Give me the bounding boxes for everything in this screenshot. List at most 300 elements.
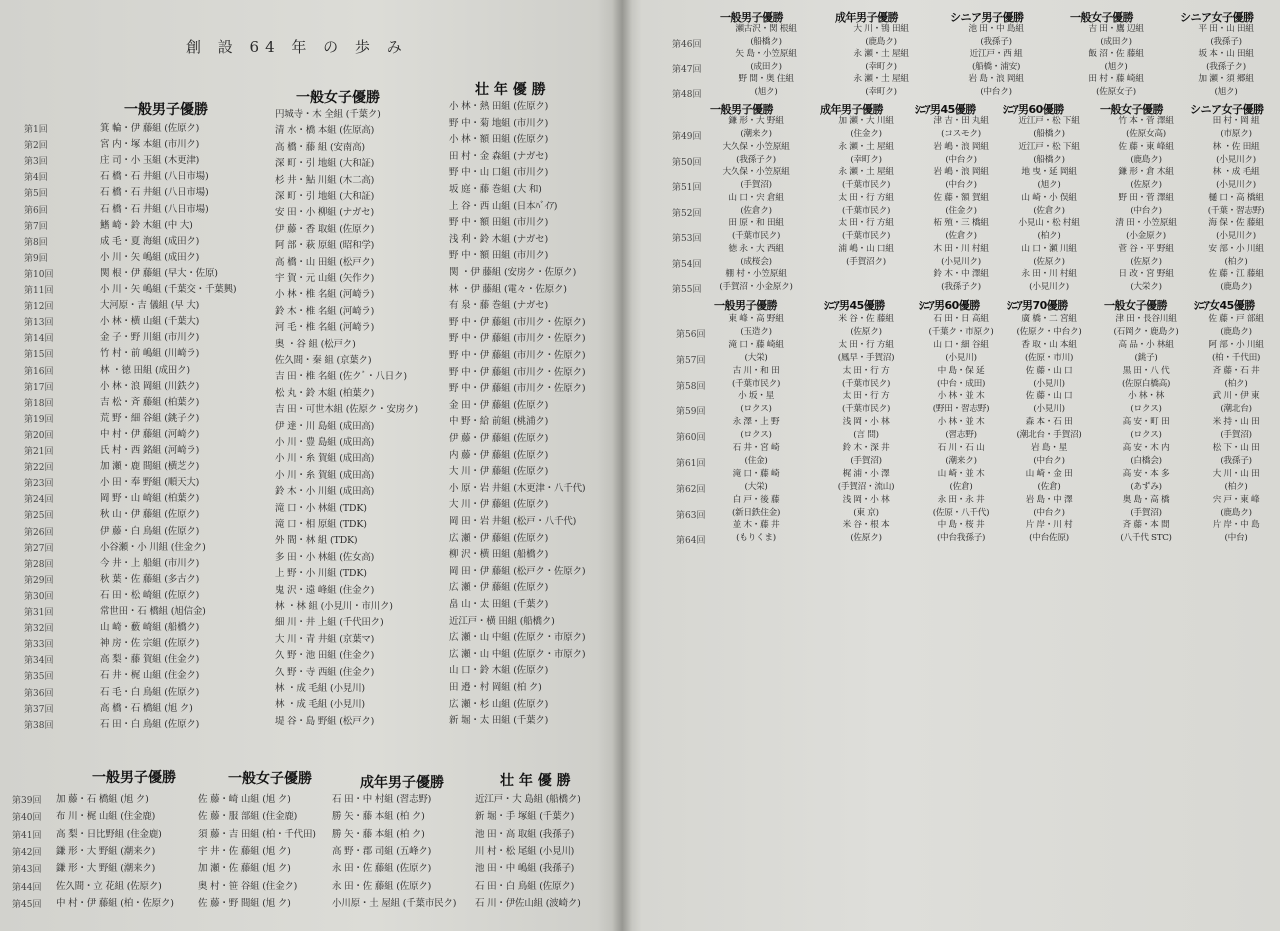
winner-names: 太 田・行 方 (842, 391, 890, 402)
winner-cell: 勝 矢・藤 本組 (柏 ク) (332, 828, 425, 840)
winner-club: (幸町ク) (850, 154, 882, 165)
round-number: 第60回 (676, 433, 706, 444)
winner-cell: 岡 野・山 崎組 (柏葉ク) (100, 493, 200, 505)
winner-club: (鹿島ク) (1130, 154, 1162, 165)
winner-cell: 神 房・佐 宗組 (佐原ク) (100, 638, 200, 650)
winner-names: 矢 島・小笠原組 (735, 49, 797, 59)
winner-club: (佐原ク) (1130, 256, 1162, 267)
winner-names: 並 木・藤 井 (732, 520, 780, 531)
winner-names: 野 田・菅 澤組 (1118, 192, 1174, 203)
winner-names: 梶 浦・小 澤 (842, 468, 890, 479)
winner-club: (小見川ク) (1216, 154, 1256, 165)
winner-names: 近江戸・松 下組 (1018, 141, 1080, 152)
winner-cell: 広 瀬・杉 山組 (佐原ク) (449, 698, 549, 710)
winner-names: 安 部・小 川組 (1208, 243, 1264, 254)
winner-names: 竹 本・菅 澤組 (1118, 116, 1174, 126)
winner-cell: 林 ・徳 田組 (成田ク) (100, 364, 190, 376)
winner-cell: 佐久間・秦 組 (京葉ク) (275, 355, 372, 366)
winner-cell: 大 川・伊 藤組 (佐原ク) (449, 499, 549, 511)
winner-names: 小 林・並 木 (937, 417, 985, 428)
winner-cell: 荒 野・細 谷組 (銚子ク) (100, 412, 200, 424)
winner-cell: 野 中・額 田組 (市川ク) (449, 250, 549, 262)
column-header: シニア女子優勝 (1190, 103, 1264, 116)
winner-club: (手賀沼・流山) (837, 481, 895, 492)
winner-cell: 佐 藤・野 間組 (旭 ク) (198, 897, 291, 909)
winner-cell: 小 原・岩 井組 (木更津・八千代) (449, 482, 586, 494)
winner-club: (佐原ク・中台ク) (1016, 327, 1082, 337)
winner-cell: 林 ・成 毛組 (小見川) (275, 683, 365, 694)
winner-club: (もりくま) (736, 533, 776, 544)
winner-club: (千葉市民ク) (841, 231, 891, 241)
winner-names: 山 口・宍 倉組 (728, 192, 784, 203)
winner-cell: 小 林・額 田組 (佐原ク) (449, 134, 549, 146)
winner-club: (鹿島ク) (1220, 282, 1252, 292)
winner-names: 津 吉・田 丸組 (933, 116, 989, 126)
winner-cell: 秋 葉・佐 藤組 (多古ク) (100, 573, 200, 585)
winner-cell: 畠 山・太 田組 (千葉ク) (449, 599, 549, 610)
winner-names: 石 川・石 山 (937, 443, 985, 453)
winner-cell: 関 根・伊 藤組 (早大・佐原) (100, 267, 218, 279)
winner-names: 太 田・行 方組 (838, 339, 894, 350)
winner-names: 小 坂・星 (737, 391, 774, 402)
winner-names: 佐 藤・山 口 (1025, 365, 1073, 376)
winner-cell: 小 川・豊 島組 (成田高) (275, 437, 375, 448)
winner-club: (佐原ク) (850, 327, 882, 337)
winner-cell: 金 田・伊 藤組 (佐原ク) (449, 399, 549, 411)
winner-cell: 伊 藤・香 取組 (佐原ク) (275, 223, 375, 235)
winner-cell: 常世田・石 橋組 (旭信金) (100, 606, 206, 617)
winner-names: 松 下・山 田 (1212, 443, 1260, 453)
winner-cell: 上 谷・西 山組 (日本ﾊﾞｲｱ) (449, 200, 558, 212)
winner-names: 柘 殖・三 橋組 (933, 218, 989, 228)
winner-names: 佐 藤・東 峰組 (1118, 141, 1174, 152)
winner-cell: 岡 田・伊 藤組 (松戸ク・佐原ク) (449, 565, 586, 577)
winner-cell: 野 中・伊 藤組 (市川ク・佐原ク) (449, 366, 586, 378)
winner-names: 山 口・瀬 川組 (1021, 243, 1077, 254)
winner-names: 永 瀬・土 屋組 (853, 74, 909, 84)
winner-club: (手賀沼) (740, 180, 772, 190)
winner-cell: 堤 谷・島 野組 (松戸ク) (275, 715, 375, 727)
winner-club: (佐倉ク) (740, 205, 772, 216)
winner-cell: 箕 輪・伊 藤組 (佐原ク) (100, 123, 200, 134)
winner-club: (中台ク) (1130, 205, 1162, 216)
winner-cell: 中 村・伊 藤組 (柏・佐原ク) (56, 897, 174, 909)
winner-cell: 滝 口・相 原組 (TDK) (275, 519, 367, 530)
winner-names: 地 曳・延 岡組 (1021, 167, 1077, 177)
winner-cell: 野 中・額 田組 (市川ク) (449, 217, 549, 229)
winner-club: (小見川ク) (1029, 282, 1069, 292)
round-number: 第39回 (12, 796, 42, 806)
winner-club: (佐倉ク) (1033, 205, 1065, 216)
winner-names: 加 瀬・大 川組 (838, 116, 894, 126)
winner-names: 永 瀬・土 屋組 (838, 167, 894, 177)
winner-cell: 野 中・菊 地組 (市川ク) (449, 117, 549, 129)
winner-names: 廣 橋・二 宮組 (1021, 314, 1077, 324)
winner-club: (小見川ク) (941, 256, 981, 267)
winner-cell: 大河原・吉 儀組 (早 大) (100, 300, 200, 312)
winner-cell: 林 ・林 組 (小見川・市川ク) (275, 601, 393, 612)
winner-cell: 鬼 沢・遠 峰組 (住金ク) (275, 584, 375, 596)
winner-names: 木 田・川 村組 (933, 243, 989, 254)
winner-club: (ロクス) (740, 404, 772, 415)
winner-cell: 滝 口・小 林組 (TDK) (275, 502, 367, 514)
round-number: 第9回 (24, 253, 48, 264)
winner-club: (旭ク) (1037, 180, 1061, 190)
winner-names: 高 安・本 多 (1122, 468, 1170, 479)
winner-cell: 野 中・伊 藤組 (市川ク・佐原ク) (449, 383, 586, 395)
winner-cell: 小 林・椎 名組 (河崎ラ) (275, 289, 375, 301)
winner-cell: 成 毛・夏 海組 (成田ク) (100, 235, 200, 247)
winner-names: 森 本・石 田 (1025, 417, 1073, 428)
winner-cell: 布 川・梶 山組 (住金鹿) (56, 811, 156, 823)
round-number: 第56回 (676, 330, 706, 340)
column-header: 壮 年 優 勝 (500, 773, 571, 789)
winner-cell: 鈴 木・椎 名組 (河崎ラ) (275, 305, 375, 317)
winner-names: 近江戸・西 組 (969, 49, 1023, 59)
winner-club: (中台ク) (1033, 456, 1065, 466)
round-number: 第21回 (24, 447, 54, 457)
winner-names: 坂 本・山 田組 (1198, 49, 1254, 59)
winner-cell: 竹 村・前 嶋組 (川崎ラ) (100, 348, 200, 360)
winner-cell: 小 川・糸 賀組 (成田高) (275, 469, 375, 481)
winner-club: (潮北台) (1220, 404, 1252, 415)
winner-club: (鹿島ク) (1220, 327, 1252, 337)
column-header: 成年男子優勝 (835, 11, 898, 24)
winner-club: (我孫子ク) (941, 282, 981, 292)
round-number: 第61回 (676, 459, 706, 469)
winner-names: 奥 島・高 橋 (1122, 494, 1170, 505)
round-number: 第50回 (672, 157, 702, 168)
winner-cell: 近江戸・横 田組 (船橋ク) (449, 615, 555, 627)
round-number: 第27回 (24, 543, 54, 554)
winner-club: (鹿島ク) (1220, 507, 1252, 518)
round-number: 第34回 (24, 656, 54, 667)
winner-names: 佐 藤・額 賀組 (933, 192, 989, 203)
winner-cell: 広 瀬・伊 藤組 (佐原ク) (449, 532, 549, 544)
winner-club: (中台ク) (945, 154, 977, 165)
column-header: 一般女子優勝 (1070, 11, 1133, 24)
winner-names: 永 瀬・土 屋組 (853, 49, 909, 59)
winner-cell: 高 野・郡 司組 (五峰ク) (332, 845, 432, 857)
winner-club: (千葉市民ク) (841, 180, 891, 190)
winner-cell: 石 田・中 村組 (習志野) (332, 794, 432, 805)
winner-cell: 小川原・土 屋組 (千葉市民ク) (332, 897, 457, 909)
round-number: 第45回 (12, 899, 42, 910)
round-number: 第58回 (676, 381, 706, 392)
winner-club: (手賀沼) (1220, 430, 1252, 441)
winner-names: 瀬古沢・関 根組 (735, 24, 797, 34)
column-header: 一般男子優勝 (720, 11, 783, 24)
winner-cell: 近江戸・大 島組 (船橋ク) (475, 794, 581, 805)
winner-club: (潮北台・手賀沼) (1016, 430, 1082, 441)
round-number: 第41回 (12, 830, 42, 841)
winner-cell: 小 林・浪 岡組 (川鉄ク) (100, 380, 200, 392)
winner-club: (手賀沼) (1130, 507, 1162, 518)
winner-club: (成田ク) (1100, 37, 1132, 47)
round-number: 第55回 (672, 285, 702, 295)
winner-names: 佐 藤・戸 部組 (1208, 314, 1264, 324)
round-number: 第16回 (24, 366, 54, 377)
round-number: 第15回 (24, 350, 54, 361)
winner-names: 太 田・行 方組 (838, 218, 894, 228)
winner-cell: 宇 井・佐 藤組 (旭 ク) (198, 845, 291, 857)
winner-club: (潮来ク) (740, 129, 772, 139)
winner-club: (ロクス) (1130, 430, 1162, 441)
winner-club: (潮来ク) (945, 456, 977, 466)
winner-names: 田 原・和 田組 (728, 218, 784, 228)
winner-names: 津 田・長谷川組 (1115, 314, 1177, 324)
winner-club: (石岡ク・鹿島ク) (1113, 327, 1179, 337)
round-number: 第33回 (24, 640, 54, 651)
column-header: 一般女子優勝 (296, 90, 380, 106)
winner-club: (中台ク) (945, 180, 977, 190)
round-number: 第2回 (24, 141, 48, 152)
winner-cell: 広 瀬・山 中組 (佐原ク・市原ク) (449, 648, 586, 660)
round-number: 第64回 (676, 536, 706, 547)
winner-club: (小見川ク) (1216, 180, 1256, 190)
winner-cell: 伊 藤・白 鳥組 (佐原ク) (100, 525, 200, 537)
round-number: 第12回 (24, 302, 54, 313)
winner-cell: 阿 部・萩 原組 (昭和学) (275, 240, 375, 252)
winner-names: 大 川・山 田 (1212, 468, 1260, 479)
winner-names: 古 川・和 田 (732, 365, 780, 376)
winner-cell: 石 田・白 鳥組 (佐原ク) (100, 718, 200, 730)
winner-cell: 外 間・林 組 (TDK) (275, 535, 358, 547)
winner-club: (我孫子) (1210, 37, 1242, 47)
winner-club: (千葉市民ク) (731, 231, 781, 241)
winner-cell: 石 田・白 鳥組 (佐原ク) (475, 880, 575, 892)
winner-cell: 川 村・松 尾組 (小見川) (475, 845, 575, 857)
winner-club: (千葉市民ク) (841, 205, 891, 216)
winner-club: (佐倉) (1037, 481, 1061, 492)
winner-names: 大 川・鴇 田組 (853, 24, 909, 34)
column-header: 成年男子優勝 (820, 103, 883, 116)
winner-names: 斉 藤・本 間 (1122, 520, 1170, 531)
winner-club: (船橋ク) (750, 37, 782, 47)
winner-club: (柏ク) (1224, 256, 1248, 267)
winner-names: 白 戸・後 藤 (732, 494, 780, 505)
winner-cell: 河 毛・椎 名組 (河崎ラ) (275, 322, 375, 334)
winner-club: (住金ク) (945, 205, 977, 216)
winner-cell: 野 中・伊 藤組 (市川ク・佐原ク) (449, 333, 586, 345)
round-number: 第35回 (24, 672, 54, 683)
winner-cell: 高 橋・山 田組 (松戸ク) (275, 256, 375, 268)
column-header: 一般女子優勝 (1100, 103, 1163, 116)
round-number: 第59回 (676, 407, 706, 418)
winner-club: (船橋ク) (1033, 129, 1065, 139)
winner-club: (佐原女高) (1126, 129, 1166, 139)
winner-cell: 杉 井・鮎 川組 (木二高) (275, 174, 375, 186)
winner-names: 太 田・行 方組 (838, 192, 894, 203)
winner-cell: 小谷瀬・小 川組 (住金ク) (100, 541, 206, 553)
winner-club: (中台・成田) (936, 378, 986, 389)
round-number: 第13回 (24, 318, 54, 329)
winner-club: (玉造ク) (740, 327, 772, 337)
winner-cell: 吉 田・可世木組 (佐原ク・安房ク) (275, 404, 418, 416)
winner-cell: 大 川・青 井組 (京葉マ) (275, 633, 375, 645)
winner-cell: 中 野・給 前組 (桃浦ク) (449, 416, 549, 428)
winner-names: 清 田・小笠原組 (1115, 218, 1177, 228)
winner-cell: 安 田・小 柳組 (ナガセ) (275, 207, 374, 219)
winner-club: (住金) (744, 456, 768, 466)
round-number: 第18回 (24, 398, 54, 409)
winner-club: (中台佐原) (1029, 533, 1069, 544)
winner-club: (ロクス) (740, 430, 772, 441)
winner-names: 黒 田・八 代 (1122, 365, 1170, 376)
winner-club: (千葉・習志野) (1207, 205, 1265, 216)
winner-club: (佐原ク) (1130, 180, 1162, 190)
winner-names: 加 瀬・須 郷組 (1198, 74, 1254, 84)
winner-names: 小 林・林 (1127, 391, 1164, 402)
winner-cell: 林 ・伊 藤組 (電々・佐原ク) (449, 283, 567, 295)
winner-names: 山 口・細 谷組 (933, 339, 989, 350)
column-header: ｼﾆｱ男60優勝 (1003, 103, 1064, 116)
winner-names: 片 岸・中 島 (1212, 520, 1260, 531)
winner-cell: 深 町・引 地組 (大和証) (275, 158, 375, 170)
winner-names: 田 村・藤 崎組 (1088, 74, 1144, 84)
winner-cell: 佐 藤・崎 山組 (旭 ク) (198, 794, 291, 805)
column-header: 壮 年 優 勝 (475, 82, 546, 98)
winner-club: (旭ク) (1104, 62, 1128, 72)
book-gutter (612, 0, 632, 931)
round-number: 第29回 (24, 575, 54, 586)
winner-names: 山 崎・小 俣組 (1021, 192, 1077, 203)
winner-cell: 石 橋・石 井組 (八日市場) (100, 171, 209, 183)
winner-cell: 鰭 崎・鈴 木組 (中 大) (100, 219, 193, 231)
winner-club: (東 京) (853, 507, 879, 518)
winner-club: (小見川) (1033, 378, 1065, 389)
winner-cell: 伊 達・川 島組 (成田高) (275, 420, 375, 432)
winner-names: 高 安・町 田 (1122, 417, 1170, 428)
round-number: 第37回 (24, 704, 54, 715)
winner-cell: 大 川・伊 藤組 (佐原ク) (449, 466, 549, 478)
column-header: 一般女子優勝 (228, 771, 312, 787)
winner-cell: 加 瀬・佐 藤組 (旭 ク) (198, 863, 291, 875)
winner-club: (白橋会) (1130, 456, 1162, 466)
round-number: 第17回 (24, 382, 54, 393)
winner-cell: 高 梨・日比野組 (住金鹿) (56, 828, 162, 840)
winner-cell: 高 梨・藤 賀組 (住金ク) (100, 654, 200, 666)
winner-club: (佐倉ク) (945, 231, 977, 241)
winner-names: 徳 永・大 西組 (728, 243, 784, 254)
winner-names: 阿 部・小 川組 (1208, 339, 1264, 350)
winner-club: (佐原白橋高) (1121, 378, 1171, 389)
winner-names: 菅 谷・平 野組 (1118, 243, 1174, 254)
winner-club: (習志野) (945, 430, 977, 441)
winner-cell: 佐 藤・服 部組 (住金鹿) (198, 811, 298, 823)
winner-names: 林 ・成 毛組 (1212, 167, 1260, 177)
round-number: 第31回 (24, 608, 54, 618)
winner-names: 大久保・小笠原組 (722, 167, 790, 177)
winner-cell: 勝 矢・藤 本組 (柏 ク) (332, 811, 425, 823)
winner-cell: 吉 田・椎 名組 (佐クﾞ・八日ク) (275, 371, 407, 383)
winner-names: 野 間・奥 住組 (738, 74, 794, 84)
winner-cell: 石 橋・石 井組 (八日市場) (100, 187, 209, 199)
winner-club: (住金ク) (850, 129, 882, 139)
column-header: シニア男子優勝 (950, 11, 1024, 24)
winner-cell: 小 川・矢 嶋組 (成田ク) (100, 251, 200, 263)
winner-cell: 石 川・伊佐山組 (波崎ク) (475, 897, 581, 909)
winner-club: (市原ク) (1220, 129, 1252, 139)
winner-names: 浦 嶋・山 口組 (838, 243, 894, 254)
winner-cell: 柳 沢・横 田組 (船橋ク) (449, 549, 549, 561)
column-header: 一般男子優勝 (124, 102, 208, 118)
winner-cell: 深 町・引 地組 (大和証) (275, 191, 375, 202)
winner-cell: 氏 村・西 銘組 (河崎ラ) (100, 445, 200, 456)
winner-cell: 有 泉・藤 巻組 (ナガセ) (449, 300, 548, 312)
winner-names: 米 谷・佐 藤組 (838, 314, 894, 324)
winner-cell: 関 ・伊 藤組 (安房ク・佐原ク) (449, 267, 577, 278)
winner-names: 大久保・小笠原組 (722, 141, 790, 152)
winner-cell: 久 野・寺 西組 (住金ク) (275, 666, 375, 678)
winner-cell: 須 藤・吉 田組 (柏・千代田) (198, 828, 316, 840)
round-number: 第28回 (24, 559, 54, 570)
winner-club: (中台ク) (1033, 507, 1065, 518)
winner-names: 池 田・中 島組 (968, 24, 1024, 34)
winner-cell: 池 田・高 取組 (我孫子) (475, 828, 575, 840)
winner-cell: 久 野・池 田組 (住金ク) (275, 650, 375, 662)
winner-club: (野田・習志野) (932, 404, 990, 415)
winner-cell: 中 村・伊 藤組 (河崎ク) (100, 428, 200, 440)
column-header: シニア女子優勝 (1180, 11, 1254, 24)
winner-club: (大栄) (744, 481, 768, 492)
winner-cell: 加 藤・石 橋組 (旭 ク) (56, 794, 149, 805)
winner-cell: 宮 内・塚 本組 (市川ク) (100, 139, 200, 151)
round-number: 第20回 (24, 430, 54, 441)
round-number: 第48回 (672, 90, 702, 100)
winner-cell: 宇 賀・元 山組 (矢作ク) (275, 273, 375, 284)
winner-club: (言 問) (853, 430, 879, 441)
winner-cell: 小 川・糸 賀組 (成田高) (275, 453, 375, 465)
winner-cell: 円城寺・木 全組 (千葉ク) (275, 109, 381, 120)
winner-names: 岩 島・星 (1030, 443, 1067, 453)
column-header: 成年男子優勝 (360, 775, 444, 791)
winner-cell: 石 橋・石 井組 (八日市場) (100, 203, 209, 215)
winner-names: 太 田・行 方 (842, 365, 890, 376)
column-header: ｼﾆｱ男45優勝 (824, 299, 885, 312)
column-header: 一般男子優勝 (92, 770, 176, 786)
winner-names: 米 谷・根 本 (842, 520, 890, 531)
winner-club: (佐倉) (949, 481, 973, 492)
winner-names: 岩 島・浪 岡組 (968, 74, 1024, 84)
winner-names: 武 川・伊 東 (1212, 391, 1260, 402)
winner-cell: 伊 藤・伊 藤組 (佐原ク) (449, 433, 549, 444)
winner-names: 米 持・山 田 (1212, 417, 1260, 428)
winner-club: (千葉ク・市原ク) (928, 327, 994, 337)
winner-names: 滝 口・藤 崎 (732, 468, 780, 479)
winner-cell: 坂 庭・藤 巻組 (大 和) (449, 184, 542, 195)
round-number: 第38回 (24, 720, 54, 731)
winner-names: 吉 田・鷹 辺組 (1088, 24, 1144, 34)
round-number: 第57回 (676, 355, 706, 366)
round-number: 第54回 (672, 259, 702, 270)
winner-cell: 石 田・松 崎組 (佐原ク) (100, 589, 200, 601)
winner-cell: 石 井・梶 山組 (住金ク) (100, 670, 200, 682)
winner-club: (コスモク) (941, 129, 981, 139)
winner-club: (中台我孫子) (936, 533, 986, 544)
winner-names: 永 瀬・土 屋組 (838, 141, 894, 152)
winner-cell: 内 藤・伊 藤組 (佐原ク) (449, 449, 549, 461)
winner-club: (中台ク) (980, 87, 1012, 97)
winner-cell: 鎌 形・大 野組 (潮来ク) (56, 845, 156, 857)
column-header: ｼﾆｱ女45優勝 (1194, 299, 1255, 312)
winner-cell: 松 丸・鈴 木組 (柏葉ク) (275, 387, 375, 399)
winner-club: (あずみ) (1130, 481, 1162, 492)
winner-club: (幸町ク) (865, 62, 897, 72)
winner-cell: 今 井・上 船組 (市川ク) (100, 557, 200, 569)
winner-names: 岩 嶋・浪 岡組 (933, 141, 989, 152)
winner-cell: 鎌 形・大 野組 (潮来ク) (56, 863, 156, 875)
